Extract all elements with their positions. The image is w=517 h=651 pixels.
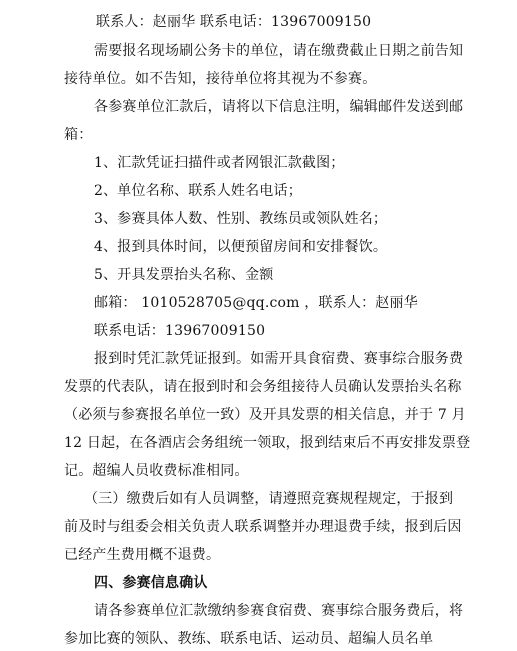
list-item: 2、单位名称、联系人姓名电话； xyxy=(94,183,302,199)
email-contact-line: 邮箱： 1010528705@qq.com ，联系人：赵丽华 xyxy=(94,295,418,311)
paragraph-line: 箱： xyxy=(64,127,93,143)
paragraph-line: 各参赛单位汇款后，请将以下信息注明，编辑邮件发送到邮 xyxy=(94,99,464,115)
list-item: 4、报到具体时间，以便预留房间和安排餐饮。 xyxy=(94,239,388,255)
section-heading: 四、参赛信息确认 xyxy=(94,575,208,591)
paragraph-line: 接待单位。如不告知，接待单位将其视为不参赛。 xyxy=(64,71,377,87)
phone-line: 联系电话：13967009150 xyxy=(94,323,266,339)
contact-line: 联系人：赵丽华 联系电话：13967009150 xyxy=(96,14,372,30)
paragraph-line: 参加比赛的领队、教练、联系电话、运动员、超编人员名单 xyxy=(64,631,434,647)
paragraph-line: 报到时凭汇款凭证报到。如需开具食宿费、赛事综合服务费 xyxy=(94,351,464,367)
paragraph-line: （必须与参赛报名单位一致）及开具发票的相关信息，并于 7 月 xyxy=(64,407,466,423)
paragraph-line: 发票的代表队，请在报到时和会务组接待人员确认发票抬头名称 xyxy=(64,379,462,395)
list-item: 3、参赛具体人数、性别、教练员或领队姓名； xyxy=(94,211,388,227)
paragraph-line: 记。超编人员收费标准相同。 xyxy=(64,463,249,479)
list-item: 5、开具发票抬头名称、金额 xyxy=(94,267,274,283)
paragraph-line: （三）缴费后如有人员调整，请遵照竞赛规程规定，于报到 xyxy=(84,491,454,507)
paragraph-line: 已经产生费用概不退费。 xyxy=(64,547,221,563)
list-item: 1、汇款凭证扫描件或者网银汇款截图； xyxy=(94,155,345,171)
paragraph-line: 前及时与组委会相关负责人联系调整并办理退费手续，报到后因 xyxy=(64,519,462,535)
paragraph-line: 需要报名现场刷公务卡的单位，请在缴费截止日期之前告知 xyxy=(94,43,464,59)
paragraph-line: 12 日起，在各酒店会务组统一领取，报到结束后不再安排发票登 xyxy=(64,435,471,451)
paragraph-line: 请各参赛单位汇款缴纳参赛食宿费、赛事综合服务费后，将 xyxy=(94,603,464,619)
